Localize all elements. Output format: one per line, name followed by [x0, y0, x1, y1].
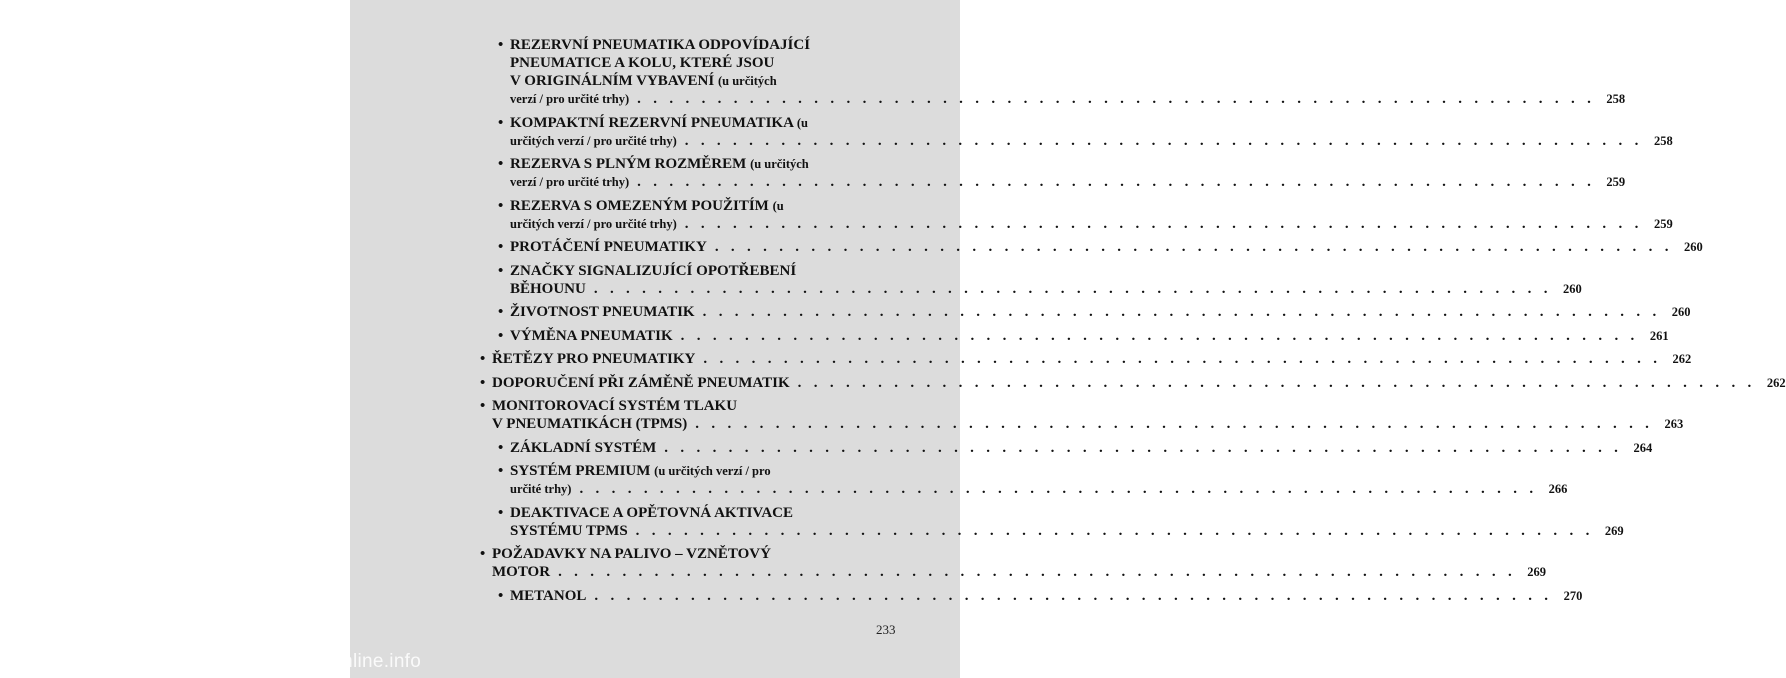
bullet: •: [480, 398, 486, 414]
toc-entry-qualifier: určitých verzí / pro určité trhy): [510, 133, 677, 148]
bullet: •: [498, 463, 504, 479]
toc-entry-title: METANOL: [510, 587, 587, 604]
toc-page-number: 264: [1633, 440, 1653, 455]
toc-entry-qualifier: verzí / pro určité trhy): [510, 175, 630, 189]
toc-page-number: 270: [1563, 588, 1583, 603]
dot-leader: . . . . . . . . . . . . . . . . . . . . . . . . . . . . . . . . . . . . . . . . . . . . . . . . . . . . . . . . . . . .: [579, 481, 1538, 497]
toc-entry-title: VÝMĚNA PNEUMATIK: [510, 327, 673, 344]
toc-entry-title: ZNAČKY SIGNALIZUJÍCÍ OPOTŘEBENÍ: [510, 262, 797, 279]
bullet: •: [480, 374, 486, 391]
toc-page-number: 258: [1653, 133, 1673, 148]
toc-entry-title: DEAKTIVACE A OPĚTOVNÁ AKTIVACE: [510, 504, 793, 521]
toc-page-number: 260: [1684, 240, 1703, 254]
toc-page-number: 269: [1527, 565, 1547, 579]
watermark: carmanualsonline.info: [230, 651, 422, 672]
toc-entry-title: BĚHOUNU: [510, 280, 586, 297]
bullet: •: [498, 239, 504, 255]
toc-entry-title: ŘETĚZY PRO PNEUMATIKY: [492, 351, 696, 367]
toc-entry-qualifier: (u: [796, 115, 808, 130]
toc-entry-qualifier: (u: [772, 198, 784, 213]
toc-entry-title: POŽADAVKY NA PALIVO – VZNĚTOVÝ: [492, 546, 771, 562]
toc-entry: [480, 155, 1626, 191]
toc-entry: [480, 238, 1703, 256]
dot-leader: . . . . . . . . . . . . . . . . . . . . . . . . . . . . . . . . . . . . . . . . . . . . . . . . . . . . . . . . . . . .: [680, 327, 1639, 344]
bullet: •: [498, 114, 504, 131]
bullet: •: [498, 504, 504, 521]
dot-leader: . . . . . . . . . . . . . . . . . . . . . . . . . . . . . . . . . . . . . . . . . . . . . . . . . . . . . . . . . . . .: [558, 564, 1517, 580]
toc-page-number: 259: [1653, 216, 1673, 231]
dot-leader: . . . . . . . . . . . . . . . . . . . . . . . . . . . . . . . . . . . . . . . . . . . . . . . . . . . . . . . . . . . .: [714, 239, 1673, 255]
toc-entry: [480, 504, 1624, 540]
toc-entry: [480, 587, 1583, 605]
toc-entry-title: REZERVNÍ PNEUMATIKA ODPOVÍDAJÍCÍ: [510, 37, 811, 53]
dot-leader: . . . . . . . . . . . . . . . . . . . . . . . . . . . . . . . . . . . . . . . . . . . . . . . . . . . . . . . . . . . .: [637, 174, 1596, 190]
toc-entry: [480, 545, 1547, 581]
bullet: •: [498, 587, 504, 604]
manual-page: [350, 0, 1786, 678]
toc-entry: [480, 327, 1669, 345]
dot-leader: . . . . . . . . . . . . . . . . . . . . . . . . . . . . . . . . . . . . . . . . . . . . . . . . . . . . . . . . . . . .: [635, 522, 1594, 539]
toc-page-number: 258: [1606, 92, 1626, 106]
toc-entry-qualifier: verzí / pro určité trhy): [510, 92, 630, 106]
dot-leader: . . . . . . . . . . . . . . . . . . . . . . . . . . . . . . . . . . . . . . . . . . . . . . . . . . . . . . . . . . . .: [695, 416, 1654, 432]
bullet: •: [498, 37, 504, 53]
toc-entry-qualifier: určitých verzí / pro určité trhy): [510, 216, 677, 231]
toc-entry: [480, 374, 1786, 392]
toc-entry: [480, 303, 1691, 321]
toc-entry: [480, 262, 1582, 298]
dot-leader: . . . . . . . . . . . . . . . . . . . . . . . . . . . . . . . . . . . . . . . . . . . . . . . . . . . . . . . . . . . .: [594, 587, 1553, 604]
toc-entry: [480, 114, 1673, 150]
bullet: •: [498, 156, 504, 172]
dot-leader: . . . . . . . . . . . . . . . . . . . . . . . . . . . . . . . . . . . . . . . . . . . . . . . . . . . . . . . . . . . .: [703, 351, 1662, 367]
toc-page-number: 262: [1766, 375, 1786, 390]
toc-entry-title: SYSTÉM PREMIUM: [510, 463, 655, 479]
toc-entry-title: KOMPAKTNÍ REZERVNÍ PNEUMATIKA: [510, 114, 797, 131]
toc-entry-title: ŽIVOTNOST PNEUMATIK: [510, 304, 695, 320]
dot-leader: . . . . . . . . . . . . . . . . . . . . . . . . . . . . . . . . . . . . . . . . . . . . . . . . . . . . . . . . . . . .: [637, 91, 1596, 107]
toc-entry-title: V ORIGINÁLNÍM VYBAVENÍ: [510, 73, 718, 89]
toc-entry-title: DOPORUČENÍ PŘI ZÁMĚNĚ PNEUMATIK: [492, 374, 790, 391]
bullet: •: [498, 197, 504, 214]
toc-entry-title: MOTOR: [492, 564, 551, 580]
dot-leader: . . . . . . . . . . . . . . . . . . . . . . . . . . . . . . . . . . . . . . . . . . . . . . . . . . . . . . . . . . . .: [684, 132, 1643, 149]
toc-entry: [480, 350, 1692, 368]
bullet: •: [498, 327, 504, 344]
toc-page-number: 262: [1672, 352, 1692, 366]
toc-entry-title: REZERVA S OMEZENÝM POUŽITÍM: [510, 197, 773, 214]
toc-entry-title: V PNEUMATIKÁCH (TPMS): [492, 416, 688, 432]
bullet: •: [480, 351, 486, 367]
toc-page-number: 263: [1664, 417, 1684, 431]
bullet: •: [498, 304, 504, 320]
dot-leader: . . . . . . . . . . . . . . . . . . . . . . . . . . . . . . . . . . . . . . . . . . . . . . . . . . . . . . . . . . . .: [702, 304, 1661, 320]
toc-entry-qualifier: (u určitých: [717, 74, 777, 88]
toc-entry: [480, 462, 1568, 498]
toc-entry-qualifier: (u určitých: [750, 157, 809, 171]
dot-leader: . . . . . . . . . . . . . . . . . . . . . . . . . . . . . . . . . . . . . . . . . . . . . . . . . . . . . . . . . . . .: [664, 439, 1623, 456]
toc-entry: [480, 197, 1673, 233]
toc-entry-qualifier: určité trhy): [510, 482, 572, 496]
toc-page-number: 260: [1671, 305, 1691, 319]
toc-entry-title: PROTÁČENÍ PNEUMATIKY: [510, 239, 707, 255]
table-of-contents: [480, 36, 1786, 610]
toc-entry: [480, 36, 1626, 108]
dot-leader: . . . . . . . . . . . . . . . . . . . . . . . . . . . . . . . . . . . . . . . . . . . . . . . . . . . . . . . . . . . .: [593, 280, 1552, 297]
toc-entry: [480, 397, 1684, 433]
toc-page-number: 269: [1604, 523, 1624, 538]
toc-entry-title: ZÁKLADNÍ SYSTÉM: [510, 439, 657, 456]
toc-entry-title: SYSTÉMU TPMS: [510, 522, 628, 539]
toc-page-number: 261: [1649, 328, 1669, 343]
toc-entry-title: REZERVA S PLNÝM ROZMĚREM: [510, 156, 751, 172]
toc-entry: [480, 439, 1653, 457]
dot-leader: . . . . . . . . . . . . . . . . . . . . . . . . . . . . . . . . . . . . . . . . . . . . . . . . . . . . . . . . . . . .: [684, 215, 1643, 232]
dot-leader: . . . . . . . . . . . . . . . . . . . . . . . . . . . . . . . . . . . . . . . . . . . . . . . . . . . . . . . . . . . .: [797, 374, 1756, 391]
toc-page-number: 260: [1563, 281, 1582, 296]
toc-entry-title: MONITOROVACÍ SYSTÉM TLAKU: [492, 398, 738, 414]
bullet: •: [480, 546, 486, 562]
page-number: 233: [876, 622, 896, 637]
toc-page-number: 266: [1548, 482, 1568, 496]
toc-entry-qualifier: (u určitých verzí / pro: [654, 464, 771, 478]
bullet: •: [498, 262, 504, 279]
toc-entry-title: PNEUMATICE A KOLU, KTERÉ JSOU: [510, 55, 775, 71]
toc-page-number: 259: [1606, 175, 1626, 189]
bullet: •: [498, 439, 504, 456]
